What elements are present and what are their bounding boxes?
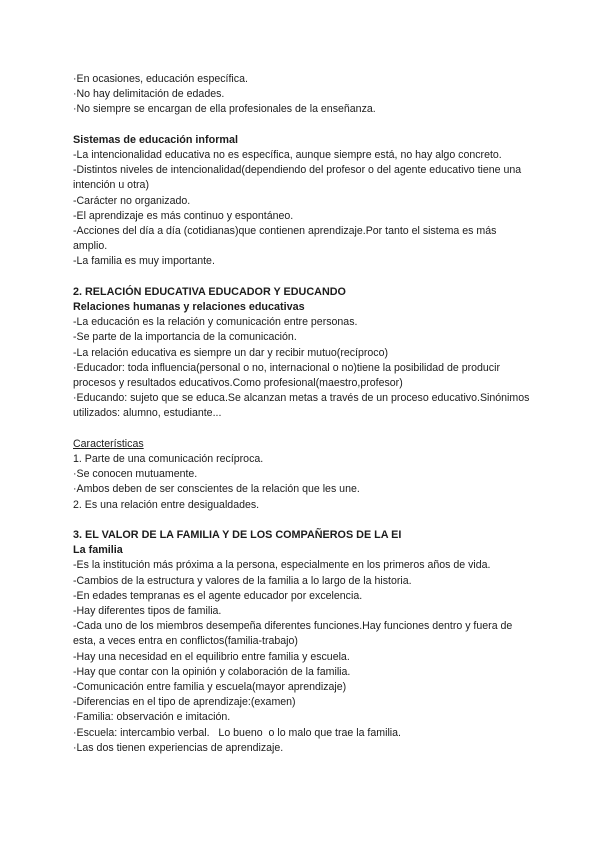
- list-item: ·Escuela: intercambio verbal. Lo bueno o lo malo que trae la familia.: [73, 726, 401, 739]
- subsection-title: Relaciones humanas y relaciones educativas: [73, 301, 305, 314]
- list-item: ·Se conocen mutuamente.: [73, 468, 198, 481]
- spacer: [73, 270, 533, 285]
- spacer: [73, 118, 533, 133]
- document-page: [73, 72, 533, 756]
- spacer: [73, 422, 533, 437]
- intro-list: [73, 72, 533, 118]
- list-item: 1. Parte de una comunicación recíproca.: [73, 453, 264, 466]
- section-2: [73, 285, 533, 513]
- list-item: -Cambios de la estructura y valores de la familia a lo largo de la historia.: [73, 574, 412, 587]
- list-item: ·No hay delimitación de edades.: [73, 88, 225, 101]
- list-item: -Comunicación entre familia y escuela(mayor aprendizaje): [73, 681, 347, 694]
- list-item: ·En ocasiones, educación específica.: [73, 73, 248, 85]
- list-item: 2. Es una relación entre desigualdades.: [73, 498, 260, 511]
- informal-section: [73, 133, 533, 270]
- subsection-title: La familia: [73, 544, 123, 557]
- list-item: ·Ambos deben de ser conscientes de la relación que les une.: [73, 483, 360, 496]
- list-item: -Es la institución más próxima a la persona, especialmente en los primeros años de vida.: [73, 559, 491, 572]
- list-item: -Hay diferentes tipos de familia.: [73, 605, 222, 618]
- section-title: 2. RELACIÓN EDUCATIVA EDUCADOR Y EDUCANDO: [73, 285, 346, 298]
- list-item: -Acciones del día a día (cotidianas)que contienen aprendizaje.Por tanto el sistema es más amplio.: [73, 225, 500, 253]
- list-item: -La intencionalidad educativa no es específica, aunque siempre está, no hay algo concreto.: [73, 149, 502, 161]
- caracteristicas-title: Características: [73, 437, 144, 450]
- list-item: -El aprendizaje es más continuo y espontáneo.: [73, 209, 294, 222]
- list-item: -La familia es muy importante.: [73, 255, 215, 268]
- list-item: -Hay que contar con la opinión y colaboración de la familia.: [73, 665, 351, 678]
- list-item: -Cada uno de los miembros desempeña diferentes funciones.Hay funciones dentro y fuera de esta, a veces entra en conflictos(familia-trabajo): [73, 620, 516, 648]
- list-item: -Carácter no organizado.: [73, 194, 191, 207]
- list-item: -La educación es la relación y comunicación entre personas.: [73, 316, 358, 329]
- list-item: ·Familia: observación e imitación.: [73, 711, 231, 724]
- list-item: ·No siempre se encargan de ella profesionales de la enseñanza.: [73, 103, 376, 116]
- list-item: -En edades tempranas es el agente educador por excelencia.: [73, 589, 363, 602]
- section-heading: Sistemas de educación informal: [73, 133, 239, 146]
- section-3: [73, 528, 533, 756]
- list-item: -Hay una necesidad en el equilibrio entre familia y escuela.: [73, 650, 350, 663]
- list-item: ·Educador: toda influencia(personal o no, internacional o no)tiene la posibilidad de producir procesos y resultados educativos.Como profesional(maestro,profesor): [73, 361, 503, 390]
- section-title: 3. EL VALOR DE LA FAMILIA Y DE LOS COMPAÑEROS DE LA EI: [73, 529, 402, 542]
- spacer: [73, 513, 533, 528]
- list-item: ·Educando: sujeto que se educa.Se alcanzan metas a través de un proceso educativo.Sinónimos utilizados: alumno, estudiante...: [73, 392, 533, 420]
- list-item: -Se parte de la importancia de la comunicación.: [73, 331, 297, 344]
- list-item: ·Las dos tienen experiencias de aprendizaje.: [73, 741, 284, 754]
- list-item: -Distintos niveles de intencionalidad(dependiendo del profesor o del agente educativo tiene una intención u otra): [73, 164, 525, 192]
- list-item: -La relación educativa es siempre un dar y recibir mutuo(recíproco): [73, 346, 389, 359]
- list-item: -Diferencias en el tipo de aprendizaje:(examen): [73, 696, 296, 709]
